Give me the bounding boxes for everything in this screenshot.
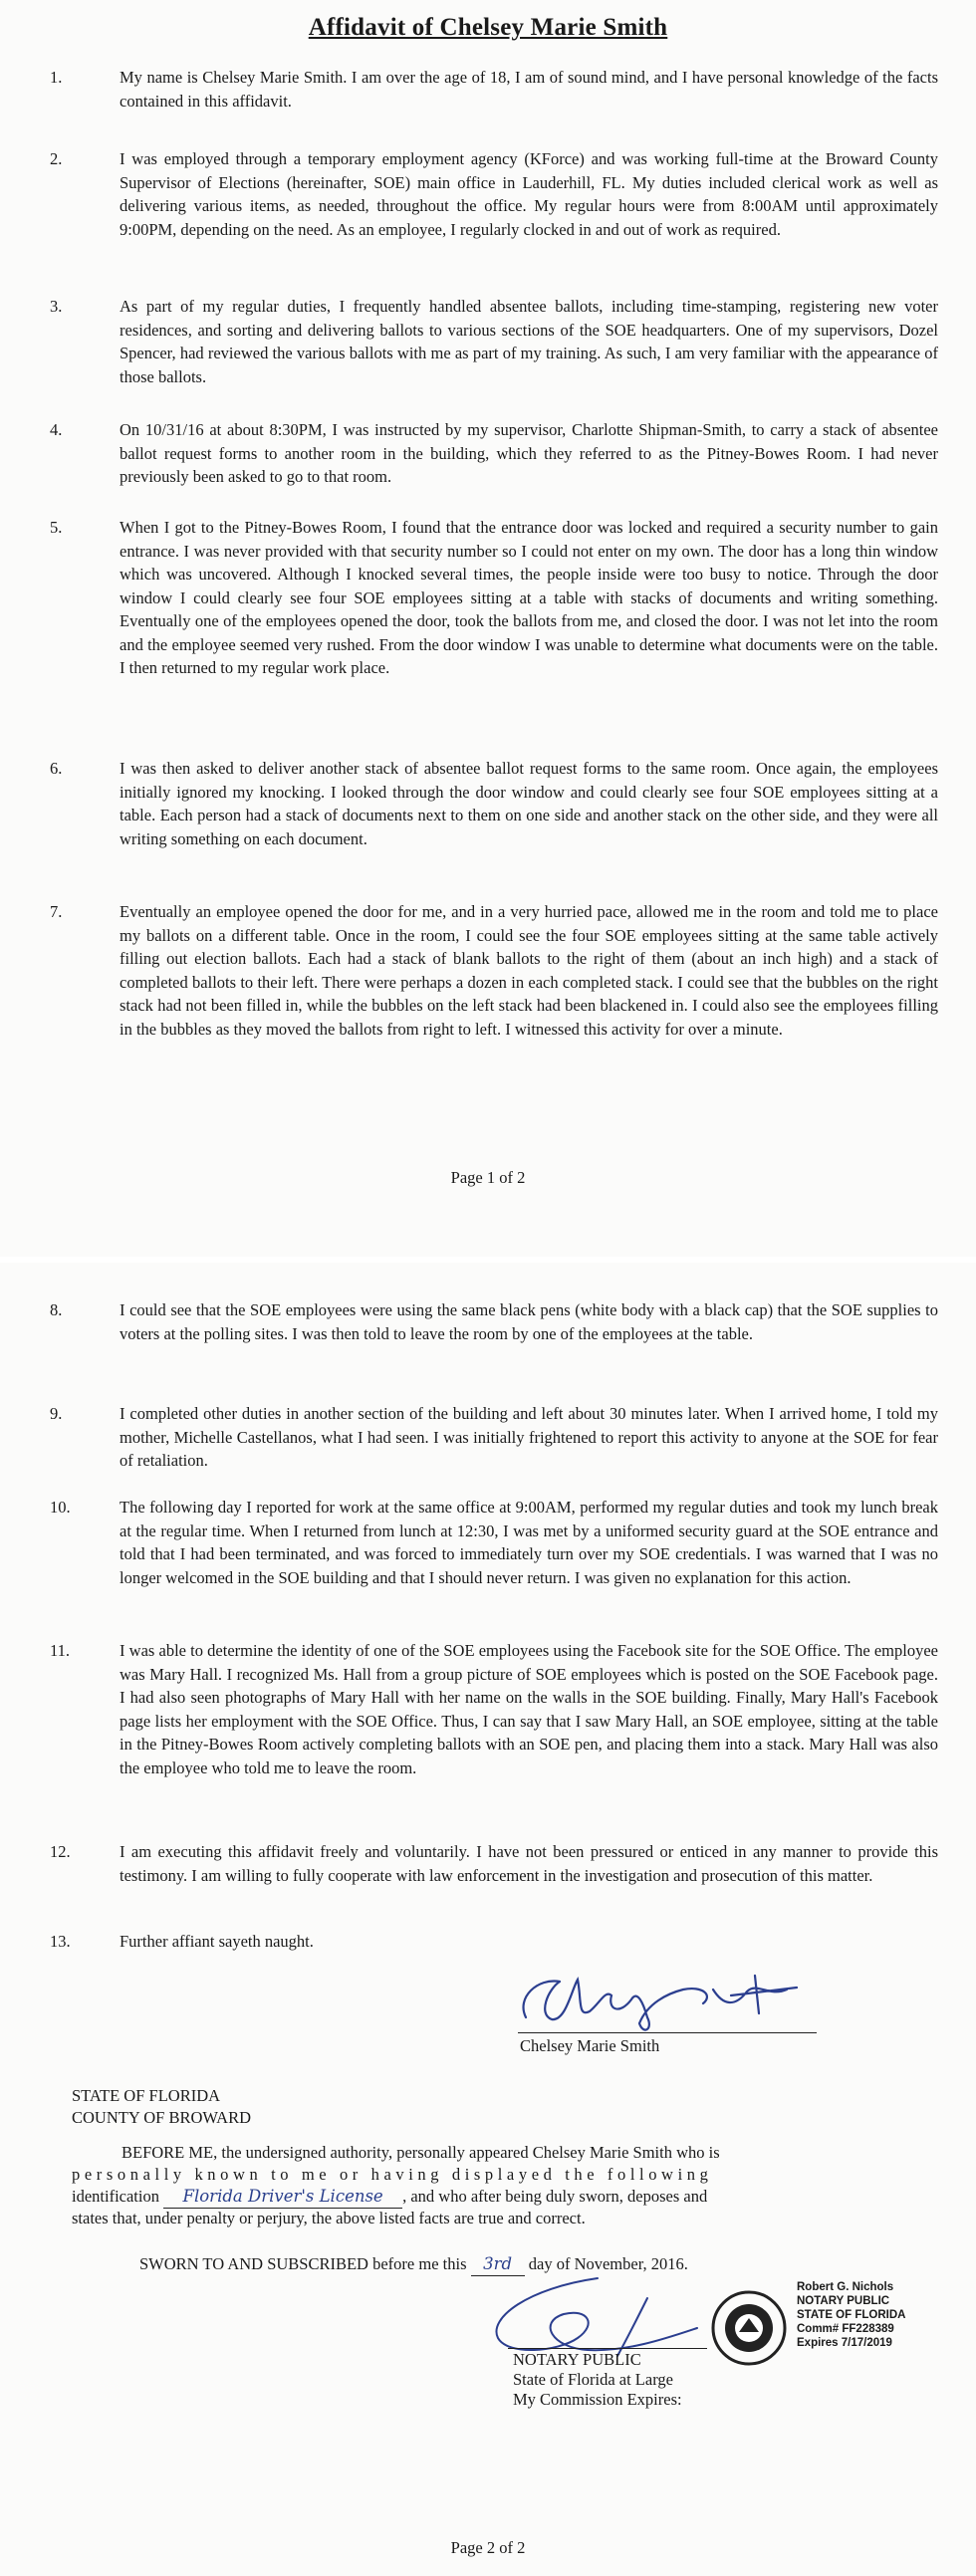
paragraph-text: The following day I reported for work at the same office at 9:00AM, performed my regular duties and took my lunch break at the regular time. When I returned from lunch at 12:30, I was met by a uniformed security guard at the SOE entrance and told that I had been terminated, and was forced to immediately turn over my SOE credentials. I was warned that I was no longer welcomed in the SOE building and that I should never return. I was given no explanation for this action. — [120, 1498, 938, 1587]
stamp-name: Robert G. Nichols — [797, 2281, 894, 2293]
notary-seal-icon — [709, 2288, 789, 2368]
paragraph-number: 6. — [50, 759, 63, 778]
paragraph-number: 2. — [50, 149, 63, 168]
notary-title: NOTARY PUBLIC — [513, 2350, 641, 2369]
paragraph-text: My name is Chelsey Marie Smith. I am over the age of 18, I am of sound mind, and I have personal knowledge of the facts contained in this affidavit. — [120, 68, 938, 111]
jurat-line-3 — [72, 2186, 938, 2209]
jurat-line-3-rest: , and who after being duly sworn, deposes and — [402, 2187, 708, 2206]
page-2 — [0, 1263, 976, 2576]
paragraph-number: 10. — [50, 1498, 71, 1517]
page-footer: Page 2 of 2 — [450, 2538, 526, 2557]
jurat-line-2: personally known to me or having displayed the following — [72, 2165, 713, 2184]
paragraph-number: 1. — [50, 68, 63, 87]
paragraph-number: 9. — [50, 1404, 63, 1423]
paragraph-number: 8. — [50, 1300, 63, 1319]
stamp-state: STATE OF FLORIDA — [797, 2309, 906, 2321]
notary-commission-line: My Commission Expires: — [513, 2390, 682, 2409]
stamp-comm: Comm# FF228389 — [797, 2323, 894, 2335]
paragraph-text: I was employed through a temporary employment agency (KForce) and was working full-time at the Broward County Supervisor of Elections (hereinafter, SOE) main office in Lauderhill, FL. My duties included clerical work as well as delivering various items, as needed, throughout the office. My regular hours were from 8:00AM until approximately 9:00PM, depending on the need. As an employee, I regularly clocked in and out of work as required. — [120, 149, 938, 239]
paragraph-text: As part of my regular duties, I frequently handled absentee ballots, including time-stamping, registering new voter residences, and sorting and delivering ballots to various sections of the SOE headquarters. One of my supervisors, Dozel Spencer, had reviewed the various ballots with me as part of my training. As such, I am very familiar with the appearance of those ballots. — [120, 297, 938, 386]
paragraph-number: 13. — [50, 1932, 71, 1951]
id-label: identification — [72, 2187, 159, 2206]
paragraph-text: I am executing this affidavit freely and voluntarily. I have not been pressured or enticed in any manner to provide this testimony. I am willing to fully cooperate with law enforcement in the investigation and prosecution of this matter. — [120, 1842, 938, 1885]
sworn-day: 3rd — [471, 2253, 525, 2276]
paragraph-number: 3. — [50, 297, 63, 316]
paragraph-text: When I got to the Pitney-Bowes Room, I found that the entrance door was locked and required a security number to gain entrance. I was never provided with that security number so I could not enter on my own. The door has a long thin window which was uncovered. Although I knocked several times, the people inside were too busy to notice. Through the door window I could clearly see four SOE employees sitting at a table with stacks of documents and writing something. Eventually one of the employees opened the door, took the ballots from me, and closed the door. I was not let into the room and the employee seemed very rushed. From the door window I was unable to determine what documents were on the table. I then returned to my regular work place. — [120, 518, 938, 677]
venue-state: STATE OF FLORIDA — [72, 2086, 221, 2105]
paragraph-number: 7. — [50, 902, 63, 921]
notary-stamp — [797, 2280, 905, 2350]
venue-block — [72, 2085, 251, 2129]
signature-line — [518, 2032, 817, 2033]
paragraph-text: I completed other duties in another section of the building and left about 30 minutes later. When I arrived home, I told my mother, Michelle Castellanos, what I had seen. I was initially frightened to report this activity to anyone at the SOE for fear of retaliation. — [120, 1404, 938, 1470]
paragraph-text: On 10/31/16 at about 8:30PM, I was instructed by my supervisor, Charlotte Shipman-Smith, to carry a stack of absentee ballot request forms to another room in the building, which they referred to as the Pitney-Bowes Room. I had never previously been asked to go to that room. — [120, 420, 938, 486]
paragraph-number: 4. — [50, 420, 63, 439]
paragraph-text: Eventually an employee opened the door for me, and in a very hurried pace, allowed me in the room and told me to place my ballots on a different table. Once in the room, I could see the four SOE employees sitting at the same table actively filling out election ballots. Each had a stack of blank ballots to the right of them (about an inch high) and a stack of completed ballots to their left. There were perhaps a dozen in each completed stack. I could see that the bubbles on the right stack had not been filled in, while the bubbles on the left stack had been blackened in. I could also see the employees filling in the bubbles as they moved the ballots from right to left. I witnessed this activity for over a minute. — [120, 902, 938, 1039]
id-value: Florida Driver's License — [163, 2186, 402, 2209]
paragraph-text: I was then asked to deliver another stack of absentee ballot request forms to the same room. Once again, the employees initially ignored my knocking. I looked through the door window and could clearly see four SOE employees sitting at a table. Each person had a stack of documents next to them on one side and another stack on the other side, and they were all writing something on each document. — [120, 759, 938, 848]
page-1 — [0, 0, 976, 1257]
paragraph-text: Further affiant sayeth naught. — [120, 1932, 314, 1951]
stamp-title: NOTARY PUBLIC — [797, 2295, 890, 2307]
paragraph-text: I could see that the SOE employees were using the same black pens (white body with a black cap) that the SOE supplies to voters at the polling sites. I was then told to leave the room by one of the employees at the table. — [120, 1300, 938, 1343]
paragraph-number: 5. — [50, 518, 63, 537]
signature-name: Chelsey Marie Smith — [520, 2036, 660, 2055]
jurat-line-4: states that, under penalty or perjury, the above listed facts are true and correct. — [72, 2209, 586, 2227]
paragraph-number: 11. — [50, 1641, 71, 1660]
jurat-line-1: BEFORE ME, the undersigned authority, personally appeared Chelsey Marie Smith who is — [122, 2143, 720, 2162]
page-footer: Page 1 of 2 — [450, 1168, 526, 1187]
paragraph-text: I was able to determine the identity of one of the SOE employees using the Facebook site for the SOE Office. The employee was Mary Hall. I recognized Ms. Hall from a group picture of SOE employees which is posted on the SOE Facebook page. I had also seen photographs of Mary Hall with her name on the walls in the SOE building. Finally, Mary Hall's Facebook page lists her employment with the SOE Office. Thus, I can say that I saw Mary Hall, an SOE employee, sitting at the table in the Pitney-Bowes Room actively completing ballots with an SOE pen, and placing them into a stack. Mary Hall was also the employee who told me to leave the room. — [120, 1641, 938, 1777]
document-title: Affidavit of Chelsey Marie Smith — [308, 14, 668, 41]
affiant-signature — [508, 1960, 807, 2039]
paragraph-number: 12. — [50, 1842, 71, 1861]
stamp-expires: Expires 7/17/2019 — [797, 2337, 892, 2349]
venue-county: COUNTY OF BROWARD — [72, 2108, 251, 2127]
sworn-prefix: SWORN TO AND SUBSCRIBED before me this — [139, 2254, 467, 2273]
notary-state-line: State of Florida at Large — [513, 2370, 673, 2389]
sworn-suffix: day of November, 2016. — [528, 2254, 688, 2273]
